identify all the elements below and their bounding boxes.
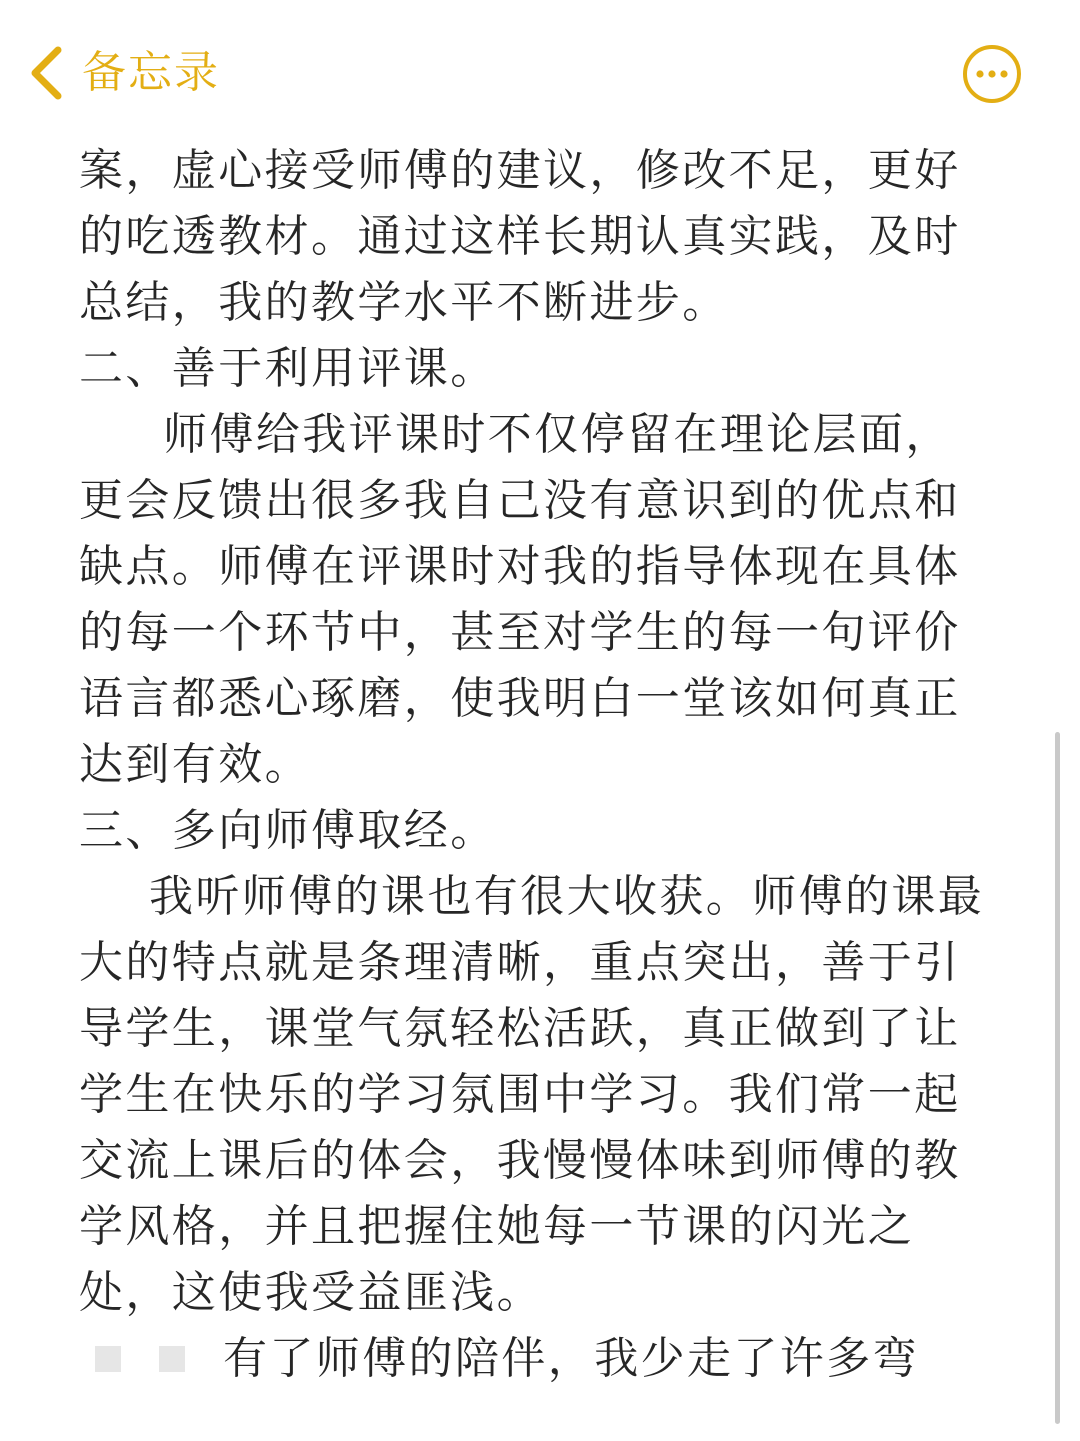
note-line-text: 有了师傅的陪伴，我少走了许多弯: [223, 1333, 919, 1384]
chevron-left-icon: [28, 46, 64, 100]
note-line: 总结，我的教学水平不断进步。: [79, 277, 729, 328]
section-heading: 三、多向师傅取经。: [79, 805, 497, 856]
more-options-button[interactable]: [962, 44, 1022, 104]
note-line: 缺点。师傅在评课时对我的指导体现在具体: [79, 541, 961, 592]
note-line-indented: [95, 1326, 1009, 1392]
note-line: 的吃透教材。通过这样长期认真实践，及时: [79, 211, 961, 262]
note-line: 语言都悉心琢磨，使我明白一堂该如何真正: [79, 673, 961, 724]
back-button[interactable]: [28, 38, 220, 108]
navigation-bar: [0, 0, 1080, 140]
note-line: 更会反馈出很多我自己没有意识到的优点和: [79, 475, 961, 526]
blank-space-glyph: [95, 1346, 121, 1372]
note-line: 处，这使我受益匪浅。: [79, 1267, 543, 1318]
note-line: 交流上课后的体会，我慢慢体味到师傅的教: [79, 1135, 961, 1186]
note-body[interactable]: [79, 138, 1009, 1392]
note-line: 导学生，课堂气氛轻松活跃，真正做到了让: [79, 1003, 961, 1054]
note-line: 学风格，并且把握住她每一节课的闪光之: [79, 1201, 915, 1252]
section-heading: 二、善于利用评课。: [79, 343, 497, 394]
back-label: 备忘录: [82, 47, 220, 98]
note-line: 达到有效。: [79, 739, 311, 790]
note-line: 我听师傅的课也有很大收获。师傅的课最: [149, 871, 985, 922]
note-line: 案，虚心接受师傅的建议，修改不足，更好: [79, 145, 961, 196]
ellipsis-circle-icon: [962, 44, 1022, 104]
note-line: 师傅给我评课时不仅停留在理论层面，: [163, 409, 952, 460]
note-line: 大的特点就是条理清晰，重点突出，善于引: [79, 937, 961, 988]
blank-space-glyph: [159, 1346, 185, 1372]
note-line: 学生在快乐的学习氛围中学习。我们常一起: [79, 1069, 961, 1120]
vertical-scrollbar[interactable]: [1055, 732, 1060, 1424]
note-line: 的每一个环节中，甚至对学生的每一句评价: [79, 607, 961, 658]
